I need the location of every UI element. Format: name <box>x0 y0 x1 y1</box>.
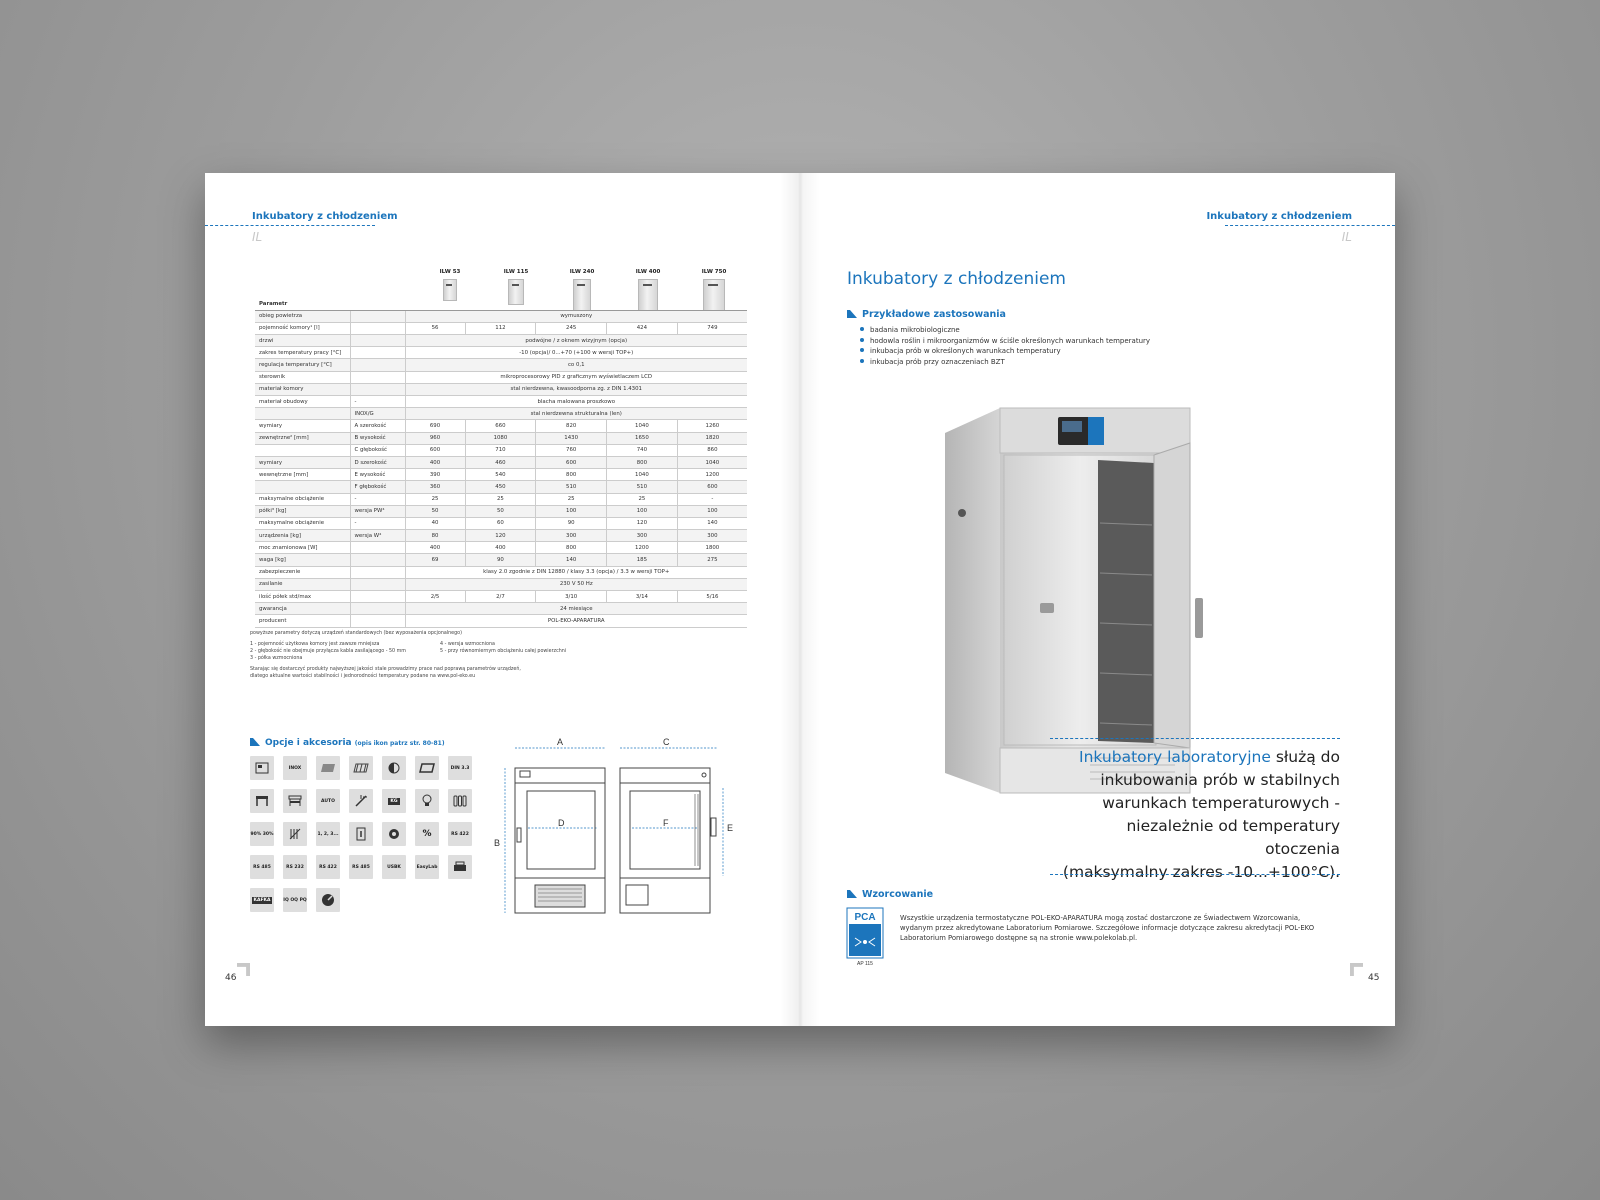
alarm-icon <box>382 822 406 846</box>
row-sublabel <box>350 371 405 383</box>
row-label <box>255 444 350 456</box>
row-sublabel: INOX/G <box>350 408 405 420</box>
notes-intro: powyższe parametry dotyczą urządzeń standardowych (bez wyposażenia opcjonalnego) <box>250 631 462 636</box>
row-label: regulacja temperatury [°C] <box>255 359 350 371</box>
usbk-label: USBK <box>387 864 401 870</box>
row-sublabel <box>350 359 405 371</box>
table-cell: 1650 <box>607 432 678 444</box>
calibration-title <box>847 889 933 900</box>
shelf-icon <box>316 756 340 780</box>
table-cell: 300 <box>607 530 678 542</box>
table-row <box>255 456 747 468</box>
table-cell: 69 <box>405 554 465 566</box>
row-label: ilość półek std/max <box>255 591 350 603</box>
table-row <box>255 420 747 432</box>
row-label: maksymalne obciążenie <box>255 493 350 505</box>
inox-icon <box>283 756 307 780</box>
row-label: moc znamionowa [W] <box>255 542 350 554</box>
section-code: IL <box>252 230 263 244</box>
table-cell: 245 <box>536 322 607 334</box>
rs422-label-b: RS 422 <box>319 864 337 870</box>
table-cell: 50 <box>405 505 465 517</box>
table-row <box>255 530 747 542</box>
heater-icon <box>448 789 472 813</box>
table-cell: 40 <box>405 517 465 529</box>
note-2: 2 - głębokość nie obejmuje przyłącza kabla zasilającego - 50 mm <box>250 649 406 654</box>
display-icon <box>250 756 274 780</box>
table-cell: 510 <box>536 481 607 493</box>
row-sublabel: - <box>350 517 405 529</box>
row-label <box>255 481 350 493</box>
row-label: zasilanie <box>255 578 350 590</box>
table-cell: 140 <box>536 554 607 566</box>
easylab-icon <box>415 855 439 879</box>
table-cell-span: -10 (opcja)/ 0...+70 (+100 w wersji TOP+) <box>405 347 747 359</box>
row-sublabel: C głębokość <box>350 444 405 456</box>
row-label <box>255 408 350 420</box>
table-cell-span: 230 V 50 Hz <box>405 578 747 590</box>
row-sublabel: A szerokość <box>350 420 405 432</box>
row-sublabel <box>350 554 405 566</box>
dimension-drawing <box>490 728 734 928</box>
applications-list <box>860 325 1150 367</box>
row-label: materiał komory <box>255 383 350 395</box>
note-1: 1 - pojemność użytkowa komory jest zawsze mniejsza <box>250 642 380 647</box>
dim-label-a: A <box>557 737 564 747</box>
quote-line-3: warunkach temperaturowych - <box>1102 794 1340 812</box>
table-cell: 1200 <box>677 469 747 481</box>
table-cell: 760 <box>536 444 607 456</box>
right-page <box>800 173 1395 1026</box>
table-cell: 600 <box>405 444 465 456</box>
table-cell: - <box>677 493 747 505</box>
options-title <box>250 738 445 748</box>
steps-label: 1, 2, 3... <box>317 831 339 837</box>
row-sublabel: - <box>350 396 405 408</box>
table-row <box>255 396 747 408</box>
rs485-b-icon <box>349 855 373 879</box>
flag-icon <box>847 310 857 318</box>
table-cell: 660 <box>465 420 536 432</box>
left-page <box>205 173 800 1026</box>
product-model-name: ILW 750 <box>701 269 727 275</box>
options-title-text: Opcje i akcesoria <box>265 738 352 748</box>
table-cell-span: stal nierdzewna, kwasoodporna zg. z DIN 1.4301 <box>405 383 747 395</box>
row-sublabel <box>350 310 405 322</box>
row-label: wymiary <box>255 456 350 468</box>
dim-label-e: E <box>727 823 734 833</box>
table-cell: 600 <box>536 456 607 468</box>
table-cell: 2/5 <box>405 591 465 603</box>
table-cell: 56 <box>405 322 465 334</box>
row-label: półki³ [kg] <box>255 505 350 517</box>
row-sublabel <box>350 322 405 334</box>
calibration-text: Wszystkie urządzenia termostatyczne POL-EKO-APARATURA mogą zostać dostarczone ze Świadectwem Wzorcowania, wydanym przez akredytowane Laboratorium Pomiarowe. Szczegółowe informacje dotyczące zakresu akredytacji POL-EKO Laboratorium Pomiarowego dostępne są na stronie www.polekolab.pl. <box>900 914 1315 942</box>
table-row <box>255 505 747 517</box>
row-label: producent <box>255 615 350 627</box>
table-cell: 800 <box>607 456 678 468</box>
row-sublabel <box>350 591 405 603</box>
rs422-label-a: RS 422 <box>451 831 469 837</box>
table-cell: 1200 <box>607 542 678 554</box>
table-cell: 1820 <box>677 432 747 444</box>
table-cell: 740 <box>607 444 678 456</box>
table-row <box>255 603 747 615</box>
table-cell-span: blacha malowana proszkowo <box>405 396 747 408</box>
table-cell: 25 <box>405 493 465 505</box>
quote-highlight: Inkubatory laboratoryjne <box>1079 748 1271 766</box>
quote-line-5: (maksymalny zakres -10...+100°C). <box>1062 863 1340 881</box>
note-4: 4 - wersja wzmocniona <box>440 642 495 647</box>
row-label: sterownik <box>255 371 350 383</box>
table-cell: 25 <box>465 493 536 505</box>
table-row <box>255 517 747 529</box>
table-cell: 300 <box>677 530 747 542</box>
table-cell: 80 <box>405 530 465 542</box>
page-number: 46 <box>225 973 237 983</box>
table-cell: 185 <box>607 554 678 566</box>
table-cell-span: klasy 2.0 zgodnie z DIN 12880 / klasy 3.3 (opcja) / 3.3 w wersji TOP+ <box>405 566 747 578</box>
table-cell-span: wymuszony <box>405 310 747 322</box>
table-row <box>255 566 747 578</box>
table-cell: 90 <box>536 517 607 529</box>
row-label: materiał obudowy <box>255 396 350 408</box>
row-label: zewnętrzne² [mm] <box>255 432 350 444</box>
humidity-label: 90% 30% <box>250 831 274 837</box>
applications-title <box>847 309 1006 320</box>
table-cell: 1040 <box>607 469 678 481</box>
table-row <box>255 383 747 395</box>
quote-divider-top <box>1050 738 1340 739</box>
auto-defrost-icon <box>316 789 340 813</box>
table-cell: 2/7 <box>465 591 536 603</box>
page-title: Inkubatory z chłodzeniem <box>847 269 1066 289</box>
list-item: badania mikrobiologiczne <box>860 325 1150 336</box>
product-column-header <box>417 269 483 301</box>
contrast-icon <box>382 756 406 780</box>
product-model-name: ILW 400 <box>635 269 661 275</box>
disclaimer-2: dlatego aktualne wartości stabilności i jednorodności temperatury podane na www.pol-eko.eu <box>250 674 476 679</box>
table-cell: 112 <box>465 322 536 334</box>
dim-label-f: F <box>663 818 669 828</box>
quote-box <box>1050 738 1340 881</box>
table-cell: 3/10 <box>536 591 607 603</box>
table-cell: 1080 <box>465 432 536 444</box>
list-item: hodowla roślin i mikroorganizmów w ściśle określonych warunkach temperatury <box>860 336 1150 347</box>
row-sublabel: E wysokość <box>350 469 405 481</box>
table-cell: 100 <box>677 505 747 517</box>
row-label: zabezpieczenie <box>255 566 350 578</box>
table-cell: 120 <box>607 517 678 529</box>
row-sublabel <box>350 566 405 578</box>
table-cell: 275 <box>677 554 747 566</box>
table-cell: 360 <box>405 481 465 493</box>
table-cell: 749 <box>677 322 747 334</box>
table-cell-span: stal nierdzewna strukturalna (len) <box>405 408 747 420</box>
table-cell: 424 <box>607 322 678 334</box>
front-view <box>515 768 605 913</box>
kafka-icon <box>250 888 274 912</box>
section-title-right: Inkubatory z chłodzeniem <box>1206 211 1352 222</box>
quote-line-1: służą do <box>1275 748 1340 766</box>
inox-label: INOX <box>288 765 302 771</box>
table-row <box>255 310 747 322</box>
table-cell-span: POL-EKO-APARATURA <box>405 615 747 627</box>
table-row <box>255 469 747 481</box>
table-cell: 1040 <box>677 456 747 468</box>
row-label: obieg powietrza <box>255 310 350 322</box>
iqoqpq-label: IQ OQ PQ <box>283 897 307 903</box>
row-sublabel <box>350 603 405 615</box>
table-row <box>255 359 747 371</box>
table-cell: 600 <box>677 481 747 493</box>
options-ref: (opis ikon patrz str. 80-81) <box>354 740 445 747</box>
table-notes <box>250 630 566 680</box>
dim-label-c: C <box>663 737 670 747</box>
row-sublabel: wersja W⁴ <box>350 530 405 542</box>
weight-icon <box>382 789 406 813</box>
table-cell: 510 <box>607 481 678 493</box>
din-icon <box>448 756 472 780</box>
product-model-name: ILW 53 <box>439 269 461 275</box>
product-model-name: ILW 115 <box>503 269 529 275</box>
table-cell: 460 <box>465 456 536 468</box>
row-sublabel <box>350 335 405 347</box>
table-cell: 390 <box>405 469 465 481</box>
page-number-right: 45 <box>1368 973 1380 983</box>
dim-label-b: B <box>494 838 501 848</box>
table-cell: 800 <box>536 542 607 554</box>
table-row <box>255 542 747 554</box>
table-cell: 100 <box>607 505 678 517</box>
rs232-icon <box>283 855 307 879</box>
printer-icon <box>448 855 472 879</box>
row-sublabel <box>350 615 405 627</box>
row-sublabel: B wysokość <box>350 432 405 444</box>
kafka-label: KAFKA <box>253 897 271 903</box>
port-icon <box>349 822 373 846</box>
row-label: wymiary <box>255 420 350 432</box>
table-cell: 400 <box>465 542 536 554</box>
table-cell-span: co 0,1 <box>405 359 747 371</box>
table-cell: 90 <box>465 554 536 566</box>
table-row <box>255 335 747 347</box>
row-label: pojemność komory¹ [l] <box>255 322 350 334</box>
rs232-label: RS 232 <box>286 864 304 870</box>
table-cell: 1040 <box>607 420 678 432</box>
table-cell: 860 <box>677 444 747 456</box>
row-label: wewnętrzne [mm] <box>255 469 350 481</box>
row-sublabel <box>350 383 405 395</box>
list-item: inkubacja prób przy oznaczeniach BZT <box>860 357 1150 368</box>
row-sublabel: D szerokość <box>350 456 405 468</box>
table-cell: 1800 <box>677 542 747 554</box>
table-cell: 60 <box>465 517 536 529</box>
section-code-right: IL <box>1341 230 1352 244</box>
table-cell: 50 <box>465 505 536 517</box>
row-sublabel <box>350 542 405 554</box>
auto-label: AUTO <box>321 798 335 804</box>
calibration-title-text: Wzorcowanie <box>862 889 934 900</box>
table-cell: 3/14 <box>607 591 678 603</box>
table-cell: 1430 <box>536 432 607 444</box>
page-corner-mark <box>237 963 250 976</box>
table-cell-span: mikroprocesorowy PID z graficznym wyświetlaczem LCD <box>405 371 747 383</box>
program-steps-icon <box>316 822 340 846</box>
table-cell: 400 <box>405 456 465 468</box>
table-header-parameter: Parametr <box>255 298 747 310</box>
table-cell: 5/16 <box>677 591 747 603</box>
uv-lamp-icon <box>349 789 373 813</box>
tray-icon <box>415 756 439 780</box>
table-row <box>255 444 747 456</box>
row-label: waga [kg] <box>255 554 350 566</box>
table-row <box>255 554 747 566</box>
table-row <box>255 615 747 627</box>
row-sublabel <box>350 578 405 590</box>
rs422-icon <box>316 855 340 879</box>
table-cell: 960 <box>405 432 465 444</box>
side-view <box>620 768 716 913</box>
row-label: zakres temperatury pracy [°C] <box>255 347 350 359</box>
row-sublabel: wersja PW⁴ <box>350 505 405 517</box>
section-divider-right <box>1225 225 1395 226</box>
table-cell: 820 <box>536 420 607 432</box>
product-model-name: ILW 240 <box>569 269 595 275</box>
table-cell: 1260 <box>677 420 747 432</box>
table-row <box>255 371 747 383</box>
table-cell: 710 <box>465 444 536 456</box>
usb-icon <box>382 855 406 879</box>
table-cell: 140 <box>677 517 747 529</box>
section-title: Inkubatory z chłodzeniem <box>252 211 398 222</box>
brochure-spread <box>205 173 1395 1026</box>
table-cell: 400 <box>405 542 465 554</box>
rs485-label-a: RS 485 <box>253 864 271 870</box>
flag-icon <box>847 890 857 898</box>
table-cell: 25 <box>607 493 678 505</box>
validation-icon <box>283 888 307 912</box>
spec-table <box>255 298 747 628</box>
percent-icon: % <box>415 822 439 846</box>
table-cell-span: 24 miesiące <box>405 603 747 615</box>
easylab-label: EasyLab <box>416 864 438 870</box>
quote-line-2: inkubowania prób w stabilnych <box>1100 771 1340 789</box>
stand-icon <box>250 789 274 813</box>
table-row <box>255 408 747 420</box>
pca-logo-text: PCA <box>854 912 876 923</box>
table-row <box>255 481 747 493</box>
disclaimer-1: Starając się dostarczyć produkty najwyższej jakości stale prowadzimy prace nad poprawą parametrów urządzeń, <box>250 667 521 672</box>
note-3: 3 - półka wzmocniona <box>250 656 303 661</box>
pca-code: AP 115 <box>857 961 873 967</box>
table-cell: 540 <box>465 469 536 481</box>
row-label: gwarancja <box>255 603 350 615</box>
quote-line-4: niezależnie od temperatury otoczenia <box>1126 817 1340 858</box>
lightbulb-icon <box>415 789 439 813</box>
humidity-range-icon <box>250 822 274 846</box>
rs485-icon <box>250 855 274 879</box>
row-label: maksymalne obciążenie <box>255 517 350 529</box>
din-label: DIN 3.3 <box>450 765 470 771</box>
table-row <box>255 591 747 603</box>
wire-shelf-icon <box>349 756 373 780</box>
table-stand-icon <box>283 789 307 813</box>
table-row <box>255 322 747 334</box>
section-divider <box>205 225 375 226</box>
table-cell: 800 <box>536 469 607 481</box>
rs485-label-b: RS 485 <box>352 864 370 870</box>
row-sublabel: F głębokość <box>350 481 405 493</box>
table-cell-span: podwójne / z oknem wizyjnym (opcja) <box>405 335 747 347</box>
list-item: inkubacja prób w określonych warunkach temperatury <box>860 346 1150 357</box>
quote <box>1050 746 1340 884</box>
gauge-icon <box>316 888 340 912</box>
table-cell: 100 <box>536 505 607 517</box>
dim-label-d: D <box>558 818 565 828</box>
rs422-laptop-icon <box>448 822 472 846</box>
table-row <box>255 493 747 505</box>
table-cell: 120 <box>465 530 536 542</box>
note-5: 5 - przy równomiernym obciążeniu całej powierzchni <box>440 649 567 654</box>
row-sublabel <box>350 347 405 359</box>
pca-logo <box>847 908 883 966</box>
table-cell: 690 <box>405 420 465 432</box>
table-cell: 25 <box>536 493 607 505</box>
table-cell: 300 <box>536 530 607 542</box>
table-row <box>255 347 747 359</box>
chart-recorder-icon <box>283 822 307 846</box>
row-label: urządzenia [kg] <box>255 530 350 542</box>
quote-divider-bottom <box>1050 874 1340 875</box>
applications-title-text: Przykładowe zastosowania <box>862 309 1006 320</box>
table-cell: 450 <box>465 481 536 493</box>
row-label: drzwi <box>255 335 350 347</box>
page-corner-mark-right <box>1350 963 1363 976</box>
kg-label: KG <box>390 798 398 804</box>
row-sublabel: - <box>350 493 405 505</box>
table-row <box>255 432 747 444</box>
table-row <box>255 578 747 590</box>
